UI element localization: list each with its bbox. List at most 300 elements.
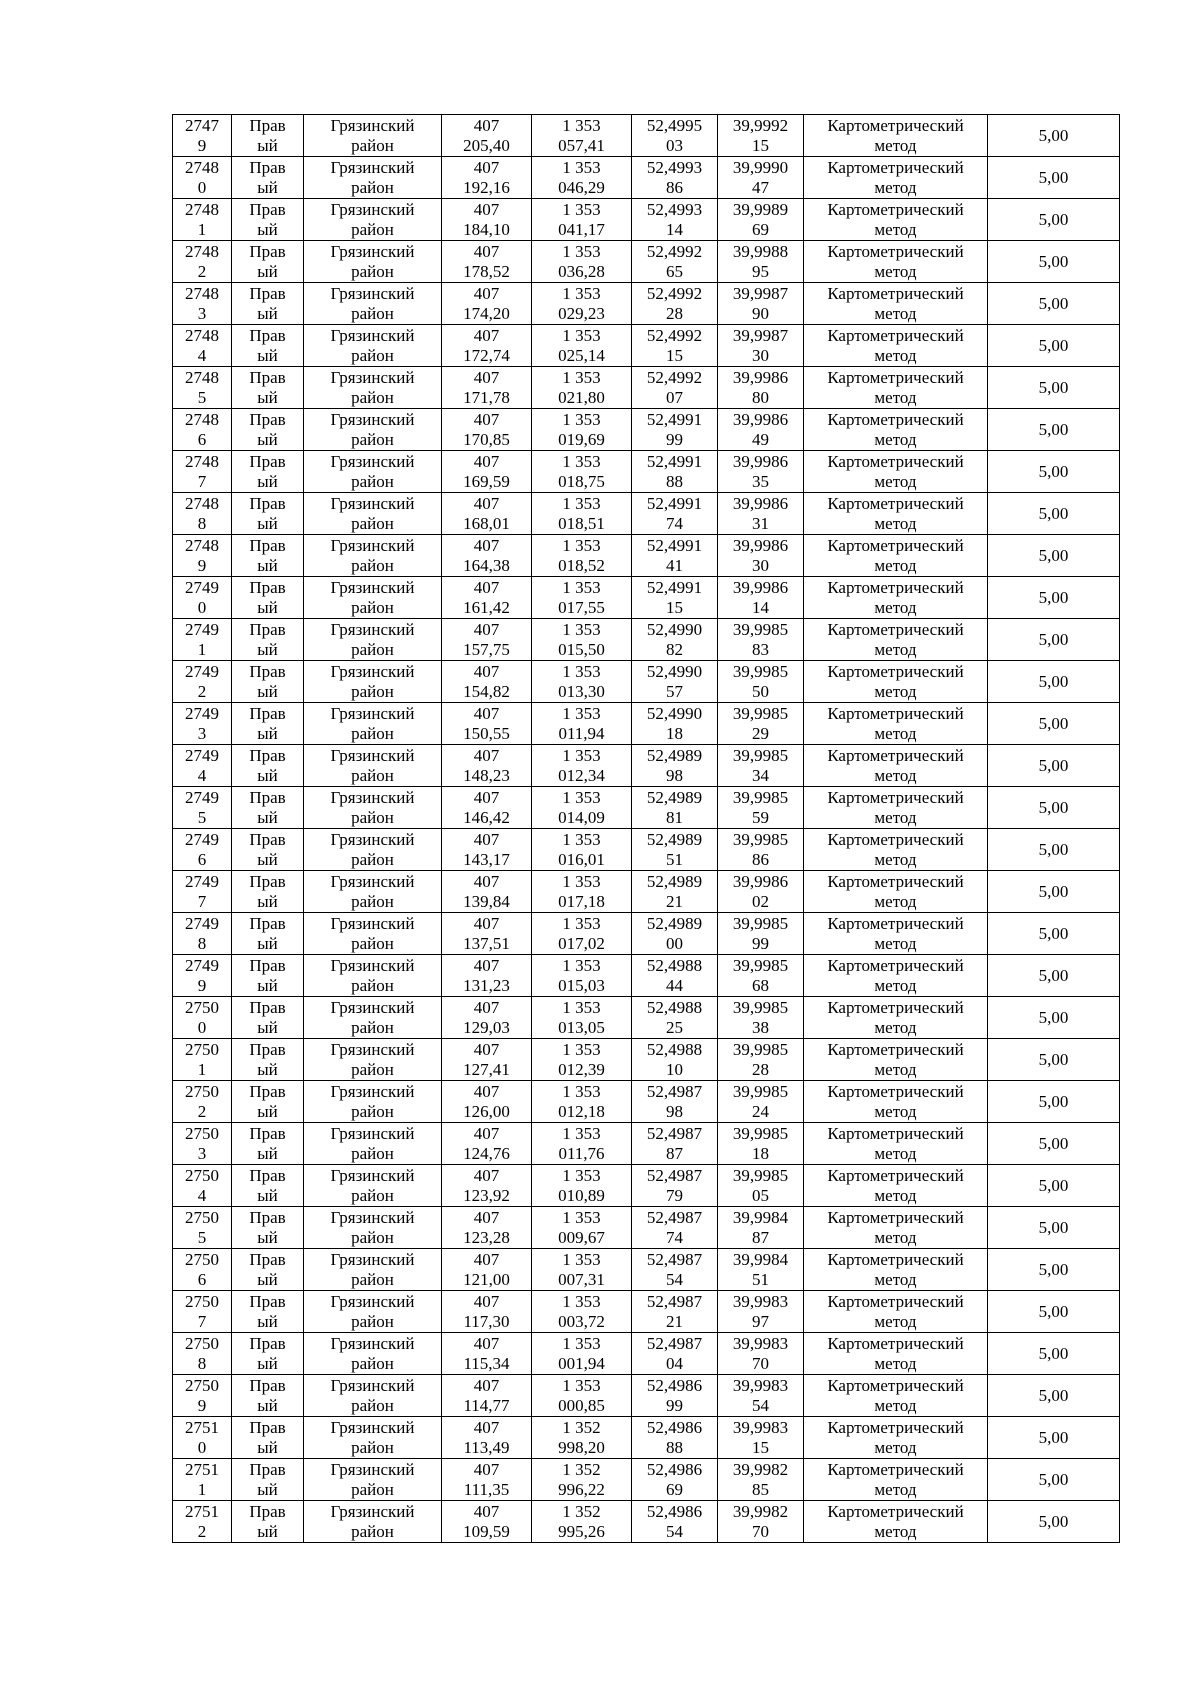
longitude-cell-line: 39,9984 bbox=[732, 1249, 789, 1269]
method-cell-line: Картометрический bbox=[827, 829, 964, 849]
bank-cell bbox=[232, 115, 304, 157]
y-coordinate-cell-line: 1 353 bbox=[562, 1123, 601, 1143]
district-cell-line: Грязинский bbox=[330, 1375, 415, 1395]
x-coordinate-cell-line: 170,85 bbox=[463, 429, 510, 449]
point-number-cell bbox=[173, 1501, 232, 1543]
district-cell-line: район bbox=[351, 933, 394, 953]
latitude-cell-line: 14 bbox=[666, 219, 683, 239]
method-cell bbox=[804, 409, 988, 451]
latitude-cell bbox=[632, 325, 718, 367]
y-coordinate-cell-line: 1 353 bbox=[562, 1165, 601, 1185]
x-coordinate-cell-line: 139,84 bbox=[463, 891, 510, 911]
longitude-cell bbox=[718, 1123, 804, 1165]
method-cell-line: Картометрический bbox=[827, 241, 964, 261]
district-cell-line: район bbox=[351, 387, 394, 407]
x-coordinate-cell-line: 168,01 bbox=[463, 513, 510, 533]
latitude-cell bbox=[632, 1459, 718, 1501]
longitude-cell-line: 39,9989 bbox=[732, 199, 789, 219]
y-coordinate-cell-line: 015,03 bbox=[558, 975, 605, 995]
bank-cell-line: ый bbox=[257, 261, 278, 281]
y-coordinate-cell bbox=[532, 997, 632, 1039]
longitude-cell-line: 39,9986 bbox=[732, 871, 789, 891]
bank-cell-line: ый bbox=[257, 219, 278, 239]
y-coordinate-cell bbox=[532, 745, 632, 787]
precision-cell: 5,00 bbox=[988, 1039, 1120, 1081]
precision-cell: 5,00 bbox=[988, 745, 1120, 787]
table-row bbox=[173, 115, 1120, 157]
latitude-cell bbox=[632, 955, 718, 997]
longitude-cell bbox=[718, 871, 804, 913]
latitude-cell-line: 52,4990 bbox=[646, 619, 703, 639]
longitude-cell-line: 02 bbox=[752, 891, 769, 911]
x-coordinate-cell-line: 407 bbox=[473, 1039, 500, 1059]
point-number-cell bbox=[173, 955, 232, 997]
bank-cell bbox=[232, 1333, 304, 1375]
district-cell bbox=[304, 1291, 442, 1333]
latitude-cell bbox=[632, 157, 718, 199]
bank-cell-line: ый bbox=[257, 345, 278, 365]
point-number-cell-line: 7 bbox=[197, 471, 207, 491]
table-row bbox=[173, 1039, 1120, 1081]
district-cell-line: Грязинский bbox=[330, 325, 415, 345]
point-number-cell bbox=[173, 829, 232, 871]
longitude-cell-line: 39,9985 bbox=[732, 997, 789, 1017]
latitude-cell-line: 41 bbox=[666, 555, 683, 575]
y-coordinate-cell-line: 995,26 bbox=[558, 1521, 605, 1541]
latitude-cell-line: 52,4989 bbox=[646, 787, 703, 807]
latitude-cell-line: 07 bbox=[666, 387, 683, 407]
x-coordinate-cell-line: 407 bbox=[473, 661, 500, 681]
y-coordinate-cell-line: 021,80 bbox=[558, 387, 605, 407]
district-cell-line: Грязинский bbox=[330, 199, 415, 219]
table-row bbox=[173, 157, 1120, 199]
longitude-cell-line: 39,9986 bbox=[732, 493, 789, 513]
longitude-cell-line: 54 bbox=[752, 1395, 769, 1415]
point-number-cell-line: 2750 bbox=[185, 1081, 219, 1101]
bank-cell bbox=[232, 703, 304, 745]
bank-cell-line: ый bbox=[257, 513, 278, 533]
district-cell-line: район bbox=[351, 429, 394, 449]
district-cell-line: район bbox=[351, 1437, 394, 1457]
bank-cell-line: ый bbox=[257, 1311, 278, 1331]
latitude-cell-line: 88 bbox=[666, 471, 683, 491]
longitude-cell-line: 30 bbox=[752, 555, 769, 575]
point-number-cell-line: 6 bbox=[197, 1269, 207, 1289]
latitude-cell-line: 52,4987 bbox=[646, 1291, 703, 1311]
longitude-cell-line: 39,9985 bbox=[732, 661, 789, 681]
bank-cell bbox=[232, 367, 304, 409]
district-cell-line: район bbox=[351, 975, 394, 995]
x-coordinate-cell bbox=[442, 367, 532, 409]
latitude-cell-line: 52,4987 bbox=[646, 1165, 703, 1185]
district-cell bbox=[304, 619, 442, 661]
bank-cell-line: Прав bbox=[249, 115, 286, 135]
method-cell bbox=[804, 1459, 988, 1501]
method-cell-line: метод bbox=[874, 1479, 917, 1499]
bank-cell-line: ый bbox=[257, 387, 278, 407]
point-number-cell bbox=[173, 409, 232, 451]
y-coordinate-cell-line: 011,94 bbox=[558, 723, 605, 743]
method-cell-line: метод bbox=[874, 471, 917, 491]
y-coordinate-cell bbox=[532, 1333, 632, 1375]
longitude-cell-line: 34 bbox=[752, 765, 769, 785]
method-cell-line: Картометрический bbox=[827, 157, 964, 177]
x-coordinate-cell bbox=[442, 1459, 532, 1501]
district-cell-line: район bbox=[351, 1395, 394, 1415]
latitude-cell-line: 52,4987 bbox=[646, 1081, 703, 1101]
district-cell-line: район bbox=[351, 1521, 394, 1541]
method-cell-line: Картометрический bbox=[827, 535, 964, 555]
district-cell-line: Грязинский bbox=[330, 1333, 415, 1353]
x-coordinate-cell bbox=[442, 493, 532, 535]
x-coordinate-cell-line: 154,82 bbox=[463, 681, 510, 701]
longitude-cell-line: 39,9983 bbox=[732, 1417, 789, 1437]
x-coordinate-cell bbox=[442, 829, 532, 871]
district-cell-line: Грязинский bbox=[330, 1081, 415, 1101]
y-coordinate-cell-line: 017,18 bbox=[558, 891, 605, 911]
district-cell-line: район bbox=[351, 765, 394, 785]
bank-cell-line: ый bbox=[257, 429, 278, 449]
point-number-cell-line: 8 bbox=[197, 1353, 207, 1373]
latitude-cell-line: 82 bbox=[666, 639, 683, 659]
district-cell-line: район bbox=[351, 849, 394, 869]
method-cell-line: метод bbox=[874, 135, 917, 155]
precision-cell: 5,00 bbox=[988, 493, 1120, 535]
district-cell bbox=[304, 1333, 442, 1375]
method-cell-line: метод bbox=[874, 555, 917, 575]
longitude-cell bbox=[718, 157, 804, 199]
bank-cell bbox=[232, 1081, 304, 1123]
district-cell-line: район bbox=[351, 1059, 394, 1079]
y-coordinate-cell bbox=[532, 367, 632, 409]
latitude-cell-line: 15 bbox=[666, 345, 683, 365]
latitude-cell-line: 74 bbox=[666, 513, 683, 533]
x-coordinate-cell-line: 174,20 bbox=[463, 303, 510, 323]
method-cell-line: метод bbox=[874, 1395, 917, 1415]
longitude-cell bbox=[718, 661, 804, 703]
latitude-cell-line: 52,4987 bbox=[646, 1123, 703, 1143]
bank-cell bbox=[232, 451, 304, 493]
district-cell-line: Грязинский bbox=[330, 829, 415, 849]
bank-cell-line: Прав bbox=[249, 535, 286, 555]
y-coordinate-cell-line: 1 353 bbox=[562, 157, 601, 177]
precision-cell: 5,00 bbox=[988, 913, 1120, 955]
y-coordinate-cell-line: 998,20 bbox=[558, 1437, 605, 1457]
latitude-cell bbox=[632, 745, 718, 787]
longitude-cell bbox=[718, 577, 804, 619]
point-number-cell-line: 2750 bbox=[185, 1123, 219, 1143]
bank-cell bbox=[232, 997, 304, 1039]
longitude-cell-line: 39,9982 bbox=[732, 1459, 789, 1479]
latitude-cell-line: 81 bbox=[666, 807, 683, 827]
district-cell-line: район bbox=[351, 555, 394, 575]
latitude-cell bbox=[632, 1039, 718, 1081]
method-cell-line: Картометрический bbox=[827, 1291, 964, 1311]
x-coordinate-cell bbox=[442, 1039, 532, 1081]
x-coordinate-cell-line: 407 bbox=[473, 955, 500, 975]
table-row bbox=[173, 283, 1120, 325]
bank-cell-line: Прав bbox=[249, 283, 286, 303]
district-cell-line: Грязинский bbox=[330, 955, 415, 975]
latitude-cell bbox=[632, 1417, 718, 1459]
x-coordinate-cell bbox=[442, 1375, 532, 1417]
precision-cell: 5,00 bbox=[988, 997, 1120, 1039]
longitude-cell-line: 31 bbox=[752, 513, 769, 533]
district-cell-line: район bbox=[351, 1185, 394, 1205]
bank-cell-line: ый bbox=[257, 1101, 278, 1121]
bank-cell-line: Прав bbox=[249, 745, 286, 765]
precision-cell: 5,00 bbox=[988, 1081, 1120, 1123]
longitude-cell-line: 39,9987 bbox=[732, 283, 789, 303]
x-coordinate-cell-line: 111,35 bbox=[463, 1479, 510, 1499]
y-coordinate-cell bbox=[532, 1165, 632, 1207]
y-coordinate-cell-line: 1 353 bbox=[562, 913, 601, 933]
point-number-cell-line: 2748 bbox=[185, 325, 219, 345]
latitude-cell bbox=[632, 451, 718, 493]
method-cell bbox=[804, 787, 988, 829]
latitude-cell-line: 52,4987 bbox=[646, 1207, 703, 1227]
method-cell bbox=[804, 1333, 988, 1375]
district-cell-line: район bbox=[351, 1353, 394, 1373]
longitude-cell-line: 39,9988 bbox=[732, 241, 789, 261]
x-coordinate-cell-line: 407 bbox=[473, 1165, 500, 1185]
table-row bbox=[173, 1459, 1120, 1501]
x-coordinate-cell bbox=[442, 115, 532, 157]
bank-cell-line: ый bbox=[257, 849, 278, 869]
precision-cell: 5,00 bbox=[988, 283, 1120, 325]
x-coordinate-cell bbox=[442, 1501, 532, 1543]
coordinates-table bbox=[172, 114, 1120, 1543]
y-coordinate-cell-line: 1 353 bbox=[562, 577, 601, 597]
point-number-cell-line: 2750 bbox=[185, 1165, 219, 1185]
table-body bbox=[173, 115, 1120, 1543]
latitude-cell-line: 44 bbox=[666, 975, 683, 995]
district-cell-line: Грязинский bbox=[330, 1039, 415, 1059]
bank-cell-line: Прав bbox=[249, 1459, 286, 1479]
latitude-cell bbox=[632, 1249, 718, 1291]
longitude-cell-line: 39,9990 bbox=[732, 157, 789, 177]
point-number-cell-line: 2748 bbox=[185, 283, 219, 303]
method-cell-line: Картометрический bbox=[827, 913, 964, 933]
x-coordinate-cell-line: 407 bbox=[473, 451, 500, 471]
latitude-cell bbox=[632, 829, 718, 871]
point-number-cell-line: 7 bbox=[197, 1311, 207, 1331]
longitude-cell-line: 59 bbox=[752, 807, 769, 827]
district-cell bbox=[304, 1207, 442, 1249]
method-cell bbox=[804, 157, 988, 199]
y-coordinate-cell-line: 1 353 bbox=[562, 115, 601, 135]
latitude-cell-line: 52,4993 bbox=[646, 199, 703, 219]
district-cell-line: Грязинский bbox=[330, 451, 415, 471]
x-coordinate-cell-line: 123,28 bbox=[463, 1227, 510, 1247]
method-cell bbox=[804, 1123, 988, 1165]
longitude-cell-line: 49 bbox=[752, 429, 769, 449]
bank-cell-line: Прав bbox=[249, 1249, 286, 1269]
point-number-cell-line: 2751 bbox=[185, 1459, 219, 1479]
method-cell-line: Картометрический bbox=[827, 1123, 964, 1143]
point-number-cell bbox=[173, 535, 232, 577]
x-coordinate-cell-line: 407 bbox=[473, 1375, 500, 1395]
latitude-cell bbox=[632, 577, 718, 619]
longitude-cell-line: 39,9985 bbox=[732, 955, 789, 975]
y-coordinate-cell bbox=[532, 1501, 632, 1543]
longitude-cell bbox=[718, 619, 804, 661]
method-cell-line: метод bbox=[874, 1059, 917, 1079]
latitude-cell bbox=[632, 1291, 718, 1333]
method-cell-line: Картометрический bbox=[827, 619, 964, 639]
bank-cell bbox=[232, 955, 304, 997]
latitude-cell-line: 98 bbox=[666, 1101, 683, 1121]
longitude-cell-line: 39,9986 bbox=[732, 409, 789, 429]
method-cell-line: Картометрический bbox=[827, 1039, 964, 1059]
y-coordinate-cell-line: 1 353 bbox=[562, 367, 601, 387]
latitude-cell bbox=[632, 1081, 718, 1123]
y-coordinate-cell-line: 013,30 bbox=[558, 681, 605, 701]
x-coordinate-cell bbox=[442, 535, 532, 577]
district-cell-line: Грязинский bbox=[330, 619, 415, 639]
bank-cell-line: Прав bbox=[249, 997, 286, 1017]
point-number-cell bbox=[173, 913, 232, 955]
precision-cell: 5,00 bbox=[988, 1165, 1120, 1207]
latitude-cell-line: 10 bbox=[666, 1059, 683, 1079]
table-row bbox=[173, 1249, 1120, 1291]
bank-cell bbox=[232, 535, 304, 577]
bank-cell-line: Прав bbox=[249, 157, 286, 177]
bank-cell bbox=[232, 1249, 304, 1291]
point-number-cell bbox=[173, 1459, 232, 1501]
bank-cell-line: Прав bbox=[249, 787, 286, 807]
x-coordinate-cell-line: 407 bbox=[473, 1123, 500, 1143]
latitude-cell bbox=[632, 535, 718, 577]
precision-cell: 5,00 bbox=[988, 115, 1120, 157]
bank-cell-line: Прав bbox=[249, 1039, 286, 1059]
district-cell-line: район bbox=[351, 1227, 394, 1247]
bank-cell bbox=[232, 1417, 304, 1459]
district-cell-line: Грязинский bbox=[330, 1207, 415, 1227]
longitude-cell-line: 35 bbox=[752, 471, 769, 491]
longitude-cell bbox=[718, 703, 804, 745]
method-cell-line: Картометрический bbox=[827, 703, 964, 723]
point-number-cell bbox=[173, 451, 232, 493]
bank-cell-line: ый bbox=[257, 471, 278, 491]
bank-cell bbox=[232, 1375, 304, 1417]
x-coordinate-cell-line: 192,16 bbox=[463, 177, 510, 197]
x-coordinate-cell-line: 407 bbox=[473, 913, 500, 933]
x-coordinate-cell-line: 407 bbox=[473, 283, 500, 303]
district-cell-line: Грязинский bbox=[330, 367, 415, 387]
method-cell-line: Картометрический bbox=[827, 325, 964, 345]
bank-cell-line: Прав bbox=[249, 325, 286, 345]
bank-cell-line: Прав bbox=[249, 367, 286, 387]
method-cell bbox=[804, 199, 988, 241]
x-coordinate-cell-line: 124,76 bbox=[463, 1143, 510, 1163]
point-number-cell-line: 6 bbox=[197, 849, 207, 869]
bank-cell-line: Прав bbox=[249, 409, 286, 429]
point-number-cell-line: 5 bbox=[197, 807, 207, 827]
longitude-cell bbox=[718, 1333, 804, 1375]
point-number-cell-line: 8 bbox=[197, 513, 207, 533]
latitude-cell-line: 52,4986 bbox=[646, 1375, 703, 1395]
table-row bbox=[173, 1081, 1120, 1123]
x-coordinate-cell-line: 161,42 bbox=[463, 597, 510, 617]
y-coordinate-cell-line: 1 353 bbox=[562, 199, 601, 219]
point-number-cell bbox=[173, 1081, 232, 1123]
point-number-cell-line: 9 bbox=[197, 975, 207, 995]
method-cell-line: Картометрический bbox=[827, 283, 964, 303]
method-cell-line: метод bbox=[874, 219, 917, 239]
x-coordinate-cell-line: 157,75 bbox=[463, 639, 510, 659]
latitude-cell-line: 87 bbox=[666, 1143, 683, 1163]
method-cell bbox=[804, 283, 988, 325]
district-cell bbox=[304, 1123, 442, 1165]
longitude-cell bbox=[718, 241, 804, 283]
longitude-cell-line: 85 bbox=[752, 1479, 769, 1499]
bank-cell bbox=[232, 409, 304, 451]
bank-cell-line: ый bbox=[257, 1017, 278, 1037]
longitude-cell-line: 14 bbox=[752, 597, 769, 617]
latitude-cell bbox=[632, 115, 718, 157]
district-cell bbox=[304, 787, 442, 829]
point-number-cell-line: 2 bbox=[197, 1521, 207, 1541]
precision-cell: 5,00 bbox=[988, 1375, 1120, 1417]
y-coordinate-cell-line: 019,69 bbox=[558, 429, 605, 449]
bank-cell bbox=[232, 661, 304, 703]
longitude-cell-line: 39,9985 bbox=[732, 1165, 789, 1185]
table-row bbox=[173, 535, 1120, 577]
x-coordinate-cell-line: 131,23 bbox=[463, 975, 510, 995]
bank-cell-line: ый bbox=[257, 765, 278, 785]
district-cell-line: Грязинский bbox=[330, 1459, 415, 1479]
longitude-cell-line: 50 bbox=[752, 681, 769, 701]
district-cell-line: район bbox=[351, 1143, 394, 1163]
table-row bbox=[173, 703, 1120, 745]
point-number-cell-line: 2749 bbox=[185, 955, 219, 975]
y-coordinate-cell-line: 1 353 bbox=[562, 661, 601, 681]
y-coordinate-cell-line: 018,51 bbox=[558, 513, 605, 533]
point-number-cell bbox=[173, 1417, 232, 1459]
district-cell-line: Грязинский bbox=[330, 577, 415, 597]
x-coordinate-cell-line: 407 bbox=[473, 493, 500, 513]
point-number-cell-line: 2748 bbox=[185, 493, 219, 513]
y-coordinate-cell-line: 018,75 bbox=[558, 471, 605, 491]
method-cell bbox=[804, 451, 988, 493]
longitude-cell-line: 90 bbox=[752, 303, 769, 323]
y-coordinate-cell bbox=[532, 787, 632, 829]
district-cell-line: район bbox=[351, 681, 394, 701]
latitude-cell bbox=[632, 409, 718, 451]
point-number-cell-line: 0 bbox=[197, 597, 207, 617]
x-coordinate-cell-line: 109,59 bbox=[463, 1521, 510, 1541]
longitude-cell bbox=[718, 451, 804, 493]
bank-cell-line: ый bbox=[257, 1227, 278, 1247]
bank-cell-line: ый bbox=[257, 933, 278, 953]
point-number-cell bbox=[173, 661, 232, 703]
longitude-cell bbox=[718, 199, 804, 241]
point-number-cell-line: 1 bbox=[197, 639, 207, 659]
latitude-cell-line: 99 bbox=[666, 1395, 683, 1415]
latitude-cell-line: 65 bbox=[666, 261, 683, 281]
bank-cell bbox=[232, 745, 304, 787]
method-cell bbox=[804, 1249, 988, 1291]
latitude-cell-line: 52,4988 bbox=[646, 1039, 703, 1059]
district-cell bbox=[304, 199, 442, 241]
longitude-cell-line: 69 bbox=[752, 219, 769, 239]
x-coordinate-cell-line: 407 bbox=[473, 199, 500, 219]
point-number-cell-line: 2748 bbox=[185, 367, 219, 387]
point-number-cell bbox=[173, 1207, 232, 1249]
y-coordinate-cell bbox=[532, 451, 632, 493]
district-cell bbox=[304, 1417, 442, 1459]
